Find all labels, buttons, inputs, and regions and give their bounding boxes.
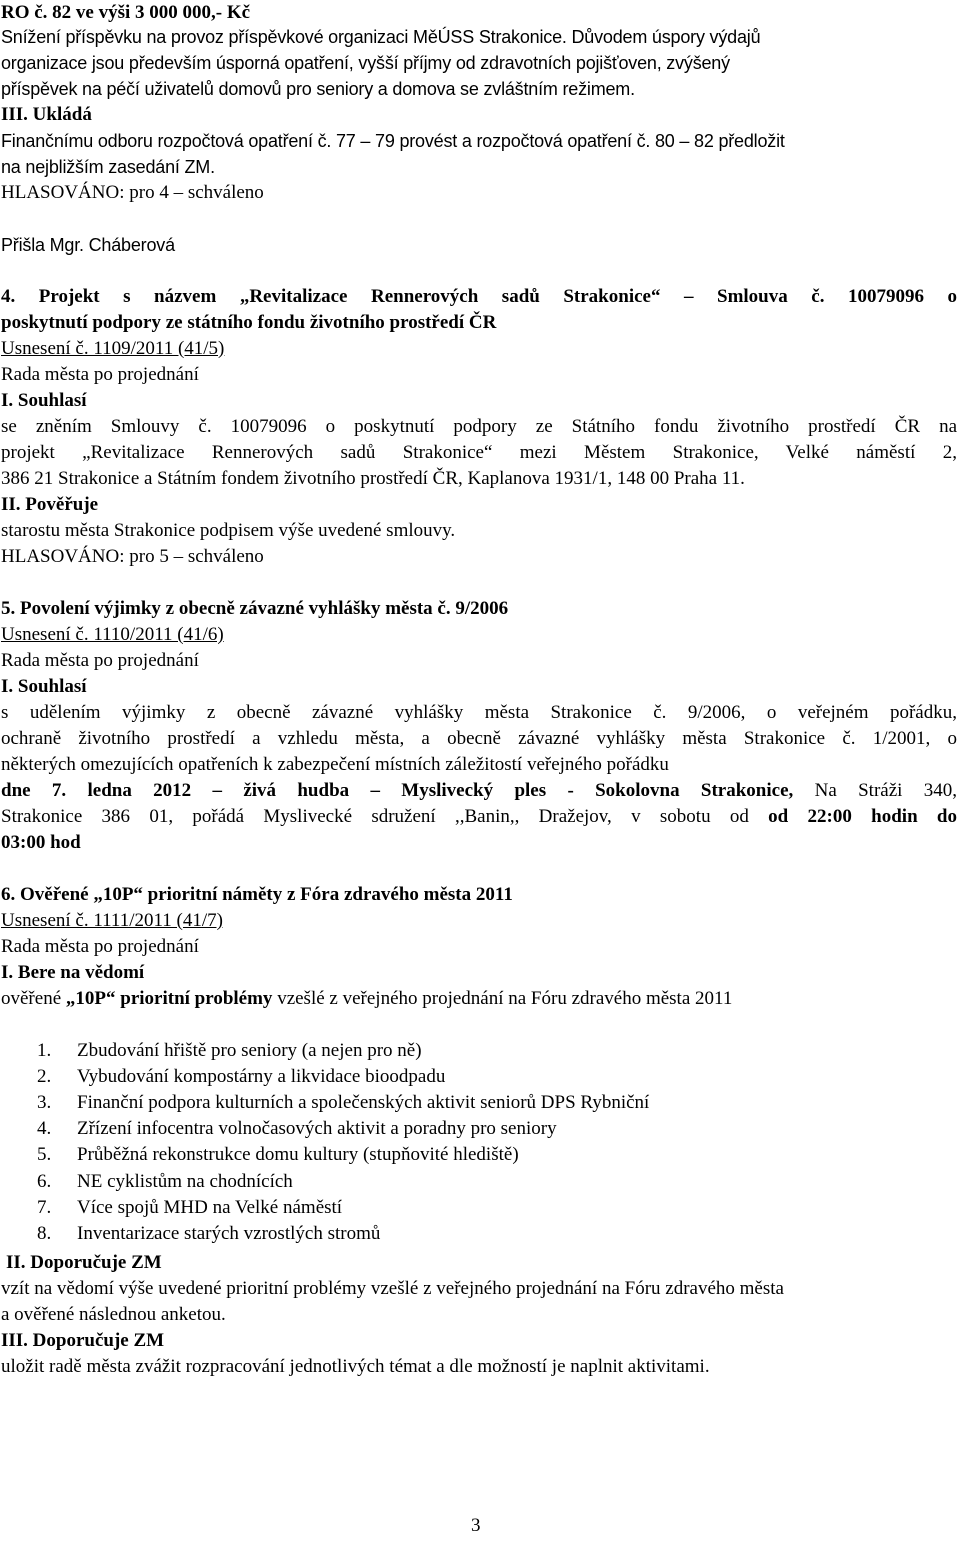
paragraph-line: Snížení příspěvku na provoz příspěvkové organizaci MěÚSS Strakonice. Důvodem úspory výdajů	[1, 27, 761, 47]
paragraph-line: uložit radě města zvážit rozpracování jednotlivých témat a dle možností je naplnit aktivitami.	[1, 1356, 710, 1377]
list-item-number: 8.	[37, 1223, 52, 1244]
intro-text-rest: vzešlé z veřejného projednání na Fóru zdravého města 2011	[272, 988, 733, 1009]
council-line: Rada města po projednání	[1, 650, 199, 671]
event-time-end: 03:00 hod	[1, 832, 81, 853]
page-number: 3	[471, 1515, 481, 1536]
agenda-item-5-title: 5. Povolení výjimky z obecně závazné vyhlášky města č. 9/2006	[1, 598, 509, 619]
agenda-item-4-title-cont: poskytnutí podpory ze státního fondu životního prostředí ČR	[1, 312, 497, 333]
takes-note-heading: I. Bere na vědomí	[1, 962, 145, 983]
paragraph-line: starostu města Strakonice podpisem výše uvedené smlouvy.	[1, 520, 456, 541]
list-item: Inventarizace starých vzrostlých stromů	[77, 1223, 381, 1244]
list-item-number: 2.	[37, 1066, 52, 1087]
resolution-number: Usnesení č. 1110/2011 (41/6)	[1, 624, 224, 645]
recommends-heading-3: III. Doporučuje ZM	[1, 1330, 165, 1351]
agenda-item-4-title: 4. Projekt s názvem „Revitalizace Rennerových sadů Strakonice“ – Smlouva č. 10079096 o	[1, 286, 957, 307]
council-line: Rada města po projednání	[1, 364, 199, 385]
resolution-number: Usnesení č. 1111/2011 (41/7)	[1, 910, 223, 931]
section-heading-uklada: III. Ukládá	[1, 104, 92, 125]
authorizes-heading: II. Pověřuje	[1, 494, 99, 515]
paragraph-line: na nejbližším zasedání ZM.	[1, 157, 215, 177]
budget-measure-heading: RO č. 82 ve výši 3 000 000,- Kč	[1, 2, 251, 23]
recommends-heading-2: II. Doporučuje ZM	[6, 1252, 162, 1273]
agree-heading: I. Souhlasí	[1, 390, 87, 411]
council-line: Rada města po projednání	[1, 936, 199, 957]
paragraph-line: organizace jsou především úsporná opatření, vyšší příjmy od zdravotních pojišťoven, zvýšený	[1, 53, 730, 73]
agree-heading: I. Souhlasí	[1, 676, 87, 697]
list-item: Zřízení infocentra volnočasových aktivit a poradny pro seniory	[77, 1118, 557, 1139]
paragraph-line: ochraně životního prostředí a vzhledu města, a obecně závazné vyhlášky města Strakonice č. 1/2001, o	[1, 728, 957, 749]
list-item-number: 7.	[37, 1197, 52, 1218]
list-item-number: 5.	[37, 1144, 52, 1165]
paragraph-line: vzít na vědomí výše uvedené prioritní problémy vzešlé z veřejného projednání na Fóru zdravého města	[1, 1278, 784, 1299]
paragraph-line: a ověřené následnou anketou.	[1, 1304, 226, 1325]
agenda-item-6-title: 6. Ověřené „10P“ prioritní náměty z Fóra zdravého města 2011	[1, 884, 513, 905]
paragraph-line	[1, 804, 957, 830]
paragraph-line: se zněním Smlouvy č. 10079096 o poskytnutí podpory ze Státního fondu životního prostředí ČR na	[1, 416, 957, 437]
paragraph-line: 386 21 Strakonice a Státním fondem životního prostředí ČR, Kaplanova 1931/1, 148 00 Praha 11.	[1, 468, 745, 489]
event-time-bold: od 22:00 hodin do	[768, 806, 957, 827]
list-item: Více spojů MHD na Velké náměstí	[77, 1197, 343, 1218]
paragraph-line: s udělením výjimky z obecně závazné vyhlášky města Strakonice č. 9/2006, o veřejném pořádku,	[1, 702, 957, 723]
resolution-number: Usnesení č. 1109/2011 (41/5)	[1, 338, 225, 359]
paragraph-line: příspěvek na péčí uživatelů domovů pro seniory a domova se zvláštním režimem.	[1, 79, 635, 99]
list-item: Průběžná rekonstrukce domu kultury (stupňovité hlediště)	[77, 1144, 519, 1165]
paragraph-line: Finančnímu odboru rozpočtová opatření č. 77 – 79 provést a rozpočtová opatření č. 80 – 82 předložit	[1, 131, 785, 151]
list-item-number: 4.	[37, 1118, 52, 1139]
arrival-note: Přišla Mgr. Cháberová	[1, 235, 175, 255]
list-item: Finanční podpora kulturních a společenských aktivit seniorů DPS Rybniční	[77, 1092, 650, 1113]
organizer-text: Strakonice 386 01, pořádá Myslivecké sdružení ,,Banin,, Dražejov, v sobotu od	[1, 806, 769, 827]
paragraph-line: projekt „Revitalizace Rennerových sadů Strakonice“ mezi Městem Strakonice, Velké náměstí 2,	[1, 442, 957, 463]
list-item-number: 1.	[37, 1040, 52, 1061]
event-date-bold: dne 7. ledna 2012 – živá hudba – Myslivecký ples - Sokolovna Strakonice,	[1, 780, 794, 801]
paragraph-line	[1, 778, 957, 804]
vote-result: HLASOVÁNO: pro 4 – schváleno	[1, 182, 264, 203]
list-item: NE cyklistům na chodnících	[77, 1171, 293, 1192]
list-item: Vybudování kompostárny a likvidace bioodpadu	[77, 1066, 446, 1087]
list-item-number: 3.	[37, 1092, 52, 1113]
paragraph-line: některých omezujících opatřeních k zabezpečení místních záležitostí veřejného pořádku	[1, 754, 669, 775]
list-item: Zbudování hřiště pro seniory (a nejen pro ně)	[77, 1040, 422, 1061]
list-item-number: 6.	[37, 1171, 52, 1192]
paragraph-line	[1, 986, 732, 1012]
vote-result: HLASOVÁNO: pro 5 – schváleno	[1, 546, 264, 567]
event-address: Na Stráži 340,	[793, 780, 957, 801]
intro-text: ověřené	[1, 988, 66, 1009]
intro-bold: „10P“ prioritní problémy	[65, 988, 273, 1009]
